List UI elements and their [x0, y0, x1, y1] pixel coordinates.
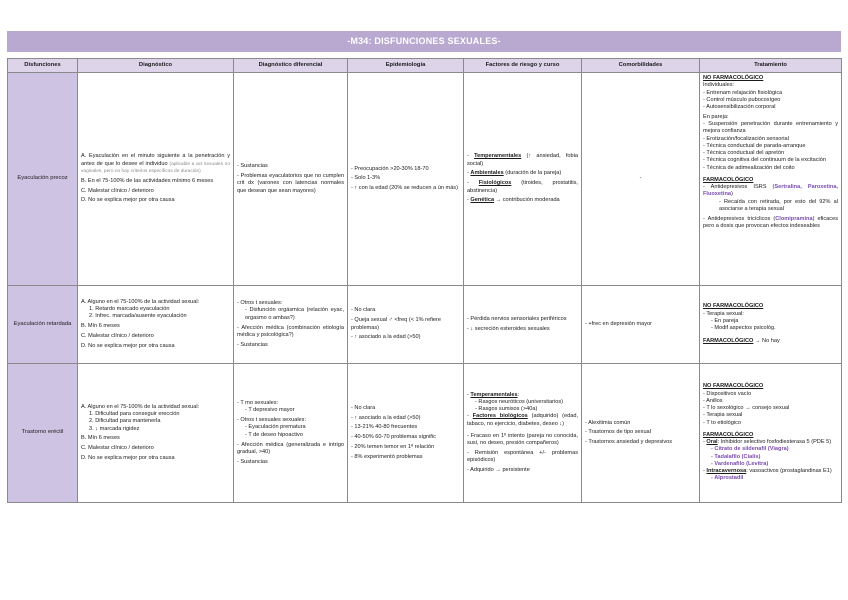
list-item: - T de deseo hipoactivo	[245, 431, 303, 438]
criterion-sub: 1. Dificultad para conseguir erección	[89, 411, 180, 418]
criterion: B. Mín 6 meses	[81, 323, 120, 330]
subsection-label: Individuales:	[703, 82, 735, 89]
list-item: - Suspensión penetración durante entrenamiento y mejora confianza	[703, 121, 838, 135]
list-item	[703, 338, 838, 345]
list-item	[703, 184, 838, 199]
list-item: - Oral: Inhibidor selectivo fosfodiesterasa 5 (PDE 5)	[703, 439, 832, 446]
list-item: - No clara	[351, 307, 376, 314]
list-item: - Pérdida nervios sensoriales periféricos	[467, 315, 567, 322]
cell-epidemiologia	[348, 364, 464, 503]
section-title: FARMACOLÓGICO	[703, 431, 754, 438]
list-item: - 8% experimentó problemas	[351, 453, 423, 460]
list-item: - Entrenam relajación fisiológica	[703, 89, 783, 96]
item-text: - Antidepresivos ISRS (	[703, 184, 775, 191]
list-item: - Alexitimia común	[585, 419, 631, 426]
list-item: - Solo 1-3%	[351, 175, 381, 182]
list-item: - 20% temen temor en 1ª relación	[351, 444, 435, 451]
cell-epidemiologia	[348, 286, 464, 364]
list-item: - Remisión espontánea +/- problemas episódicos)	[467, 450, 578, 464]
criterion	[81, 153, 230, 175]
table-row	[8, 364, 842, 503]
item-text: : vasoactivos (prostaglandinas E1)	[746, 468, 832, 475]
factor-label: Temperamentales	[474, 153, 522, 160]
list-item: - Técnica conductual de parada-arranque	[703, 142, 806, 149]
list-item: - Erotización/focalización sensorial	[703, 135, 789, 142]
header-disfunciones: Disfunciones	[8, 59, 78, 73]
factor-text: (adquirido) (edad, tabaco, no ejercicio, diabetes, deseo ↓)	[467, 413, 578, 427]
criterion-sub: 3. ↓ marcada rigidez	[89, 425, 140, 432]
cell-diferencial	[234, 286, 348, 364]
subsection-label: En pareja:	[703, 113, 729, 120]
table-row	[8, 286, 842, 364]
list-item: - Terapia sexual:	[703, 310, 744, 317]
list-item: - Anillos	[703, 397, 723, 404]
criterion: C. Malestar clínico / deterioro	[81, 333, 154, 340]
factor-text: (↑ ansiedad, fobia social)	[467, 153, 578, 167]
section-title: NO FARMACOLÓGICO	[703, 75, 764, 81]
list-item: - Ambientales (duración de la pareja)	[467, 170, 562, 177]
factor-label: Fisiológicos	[478, 180, 512, 187]
list-item: - Trastornos ansiedad y depresivos	[585, 439, 673, 446]
list-item: - Técnica de adimealización del coito	[703, 164, 795, 171]
item-text: ) eficaces pero a dosis que provocan efectos indeseables	[703, 215, 838, 230]
disorders-table	[7, 58, 842, 503]
list-item: - Sustancias	[237, 341, 268, 348]
list-item: - T depresivo mayor	[245, 407, 295, 414]
section-title: FARMACOLÓGICO	[703, 176, 754, 183]
list-item: - Recaída con retirada, por esto del 92% al asociarse a terapia sexual	[719, 198, 838, 213]
cell-diagnostico	[78, 73, 234, 286]
criterion: D. No se explica mejor por otra causa	[81, 197, 175, 204]
list-item: - ↓ secreción esteroides sexuales	[467, 325, 550, 332]
criterion: D. No se explica mejor por otra causa	[81, 454, 175, 461]
list-item: - T mo sexuales:	[237, 400, 279, 407]
list-item: - Preocupación >20-30% 18-70	[351, 165, 429, 172]
header-diagnostico: Diagnóstico	[78, 59, 234, 73]
header-epidemiologia: Epidemiología	[348, 59, 464, 73]
list-item: - Dispositivos vacío	[703, 390, 752, 397]
criterion: A. Alguno en el 75-100% de la actividad sexual:	[81, 403, 200, 410]
factor-text: → contribución moderada	[494, 197, 560, 204]
list-item: - Control músculo pubocoxígeo	[703, 96, 781, 103]
drug-names: Clomipramina	[775, 215, 813, 222]
cell-comorbilidades: -	[582, 73, 700, 286]
criterion-sub: 1. Retardo marcado eyaculación	[89, 306, 170, 313]
list-item: - Genética → contribución moderada	[467, 197, 560, 204]
cell-factores	[464, 364, 582, 503]
criterion-sub: 2. Dificultad para mantenerla	[89, 418, 161, 425]
header-factores: Factores de riesgo y curso	[464, 59, 582, 73]
criterion: C. Malestar clínico / deterioro	[81, 187, 154, 194]
drug-item: - Citrato de sildenafil (Viagra)	[711, 446, 789, 453]
criterion: C. Malestar clínico / deterioro	[81, 445, 154, 452]
factor-text: (duración de la pareja)	[503, 170, 562, 177]
row-label: Eyaculación retardada	[8, 286, 78, 364]
item-text: → No hay	[754, 338, 780, 345]
list-item: - Técnica conductual del apretón	[703, 150, 785, 157]
criterion: B. En el 75-100% de las actividades mínimo 6 meses	[81, 177, 214, 184]
cell-factores	[464, 286, 582, 364]
cell-tratamiento	[700, 364, 842, 503]
drug-item: - Vardenafilo (Levitra)	[711, 460, 769, 467]
list-item: - T to etiológico	[703, 419, 742, 426]
list-item: - Autosensibilización corporal	[703, 104, 776, 111]
list-item: - Adquirido → persistente	[467, 467, 530, 474]
section-title: NO FARMACOLÓGICO	[703, 383, 764, 390]
list-item: - Otros t sexuales sexuales:	[237, 417, 307, 424]
header-diagnostico-diferencial: Diagnóstico diferencial	[234, 59, 348, 73]
list-item: - ↑ asociado a la edad (>50)	[351, 334, 421, 341]
list-item: - Rasgos neuróticos (universitarios)	[475, 398, 563, 405]
list-item: - Sustancias	[237, 163, 268, 170]
factor-label: Temperamentales	[470, 391, 518, 398]
list-item: - Afección médica (generalizada e intrigo gradual, >40)	[237, 441, 344, 455]
list-item: - Afección médica (combinación etiología médica y psicológica?)	[237, 324, 344, 338]
section-title: NO FARMACOLÓGICO	[703, 303, 764, 310]
list-item: - Eyaculación prematura	[245, 424, 306, 431]
row-label: Eyaculación precoz	[8, 73, 78, 286]
list-item: - En pareja	[711, 317, 739, 324]
list-item: - Queja sexual ♂ <freq (< 1% refiere problemas)	[351, 317, 442, 331]
list-item: - Trastornos de tipo sexual	[585, 429, 651, 436]
table-header-row	[8, 59, 842, 73]
list-item: - Fracaso en 1º intento (pareja no conocida, susi, no deseo, presión compañeros)	[467, 433, 578, 447]
list-item: - Intracavernosa: vasoactivos (prostaglandinas E1)	[703, 468, 832, 475]
list-item: - Problemas eyaculatorios que no cumplen crit dx (varones con latencias normales que desean que sean mayores)	[237, 172, 344, 194]
row-label: Trastorno eréctil	[8, 364, 78, 503]
cell-diagnostico	[78, 364, 234, 503]
cell-comorbilidades: - +frec en depresión mayor	[582, 286, 700, 364]
list-item: - Disfunción orgásmica (relación eyac, orgasmo o ambas?)	[245, 307, 344, 321]
list-item: - Técnica cognitiva del continuum de la excitación	[703, 157, 827, 164]
factor-label: Factores biológicos	[472, 413, 528, 420]
header-tratamiento: Tratamiento	[700, 59, 842, 73]
list-item: - Fisiológicos (tiroides, prostatitis, abstinencia)	[467, 180, 578, 194]
factor-text: (tiroides, prostatitis, abstinencia)	[467, 180, 578, 194]
cell-comorbilidades	[582, 364, 700, 503]
criterion-text: A. Eyaculación en el minuto siguiente a la penetración y antes de que lo desee el individuo	[81, 153, 230, 167]
section-title: FARMACOLÓGICO	[703, 338, 754, 345]
cell-diagnostico	[78, 286, 234, 364]
list-item: - Otros t sexuales:	[237, 300, 283, 307]
cell-factores	[464, 73, 582, 286]
page-title: -M34: DISFUNCIONES SEXUALES-	[7, 31, 841, 52]
criterion: D. No se explica mejor por otra causa	[81, 342, 175, 349]
route-label: Intracavernosa	[706, 468, 747, 475]
cell-diferencial	[234, 364, 348, 503]
cell-tratamiento	[700, 73, 842, 286]
list-item: - No clara	[351, 404, 376, 411]
list-item: - Temperamentales (↑ ansiedad, fobia social)	[467, 153, 578, 167]
list-item: - Modif aspectos psicológ.	[711, 325, 776, 332]
table-row	[8, 73, 842, 286]
list-item: - Factores biológicos (adquirido) (edad, tabaco, no ejercicio, diabetes, deseo ↓)	[467, 413, 578, 427]
item-text: )	[730, 191, 733, 198]
factor-label: Ambientales	[470, 170, 504, 177]
route-label: Oral	[706, 439, 718, 446]
list-item: - Sustancias	[237, 458, 268, 465]
header-comorbilidades: Comorbilidades	[582, 59, 700, 73]
factor-label: Genética	[470, 197, 495, 204]
criterion: B. Mín 6 meses	[81, 435, 120, 442]
list-item: - Rasgos sumisos (>40a)	[475, 406, 538, 413]
list-item	[703, 216, 838, 231]
criterion-sub: 2. Infrec. marcada/ausente eyaculación	[89, 313, 187, 320]
list-item: - ↑ asociado a la edad (>50)	[351, 414, 421, 421]
drug-names: Sertralina, Paroxetina, Fluoxetina	[703, 184, 839, 198]
list-item: - Terapia sexual	[703, 412, 743, 419]
list-item: - 13-21% 40-80 frecuentes	[351, 424, 418, 431]
drug-item: - Tadalafilo (Cialis)	[711, 453, 761, 460]
item-text: - Antidepresivos tricíclicos (	[703, 215, 776, 222]
cell-tratamiento	[700, 286, 842, 364]
item-text: : Inhibidor selectivo fosfodiesterasa 5 (PDE 5)	[717, 439, 832, 446]
cell-diferencial	[234, 73, 348, 286]
criterion-note: (aplicable a act sexuales no vaginales, pero no hay criterios específicos de duración)	[81, 161, 230, 174]
criterion: A. Alguno en el 75-100% de la actividad sexual:	[81, 298, 200, 305]
cell-epidemiologia	[348, 73, 464, 286]
list-item: - 40-50% 60-70 problemas signific	[351, 434, 436, 441]
list-item: - T lo sexológico → consejo sexual	[703, 405, 790, 412]
list-item: - ↑ con la edad (20% se reducen a ún más)	[351, 185, 458, 192]
list-item: - Temperamentales:	[467, 391, 520, 398]
drug-item: - Alprostadil	[711, 475, 744, 482]
